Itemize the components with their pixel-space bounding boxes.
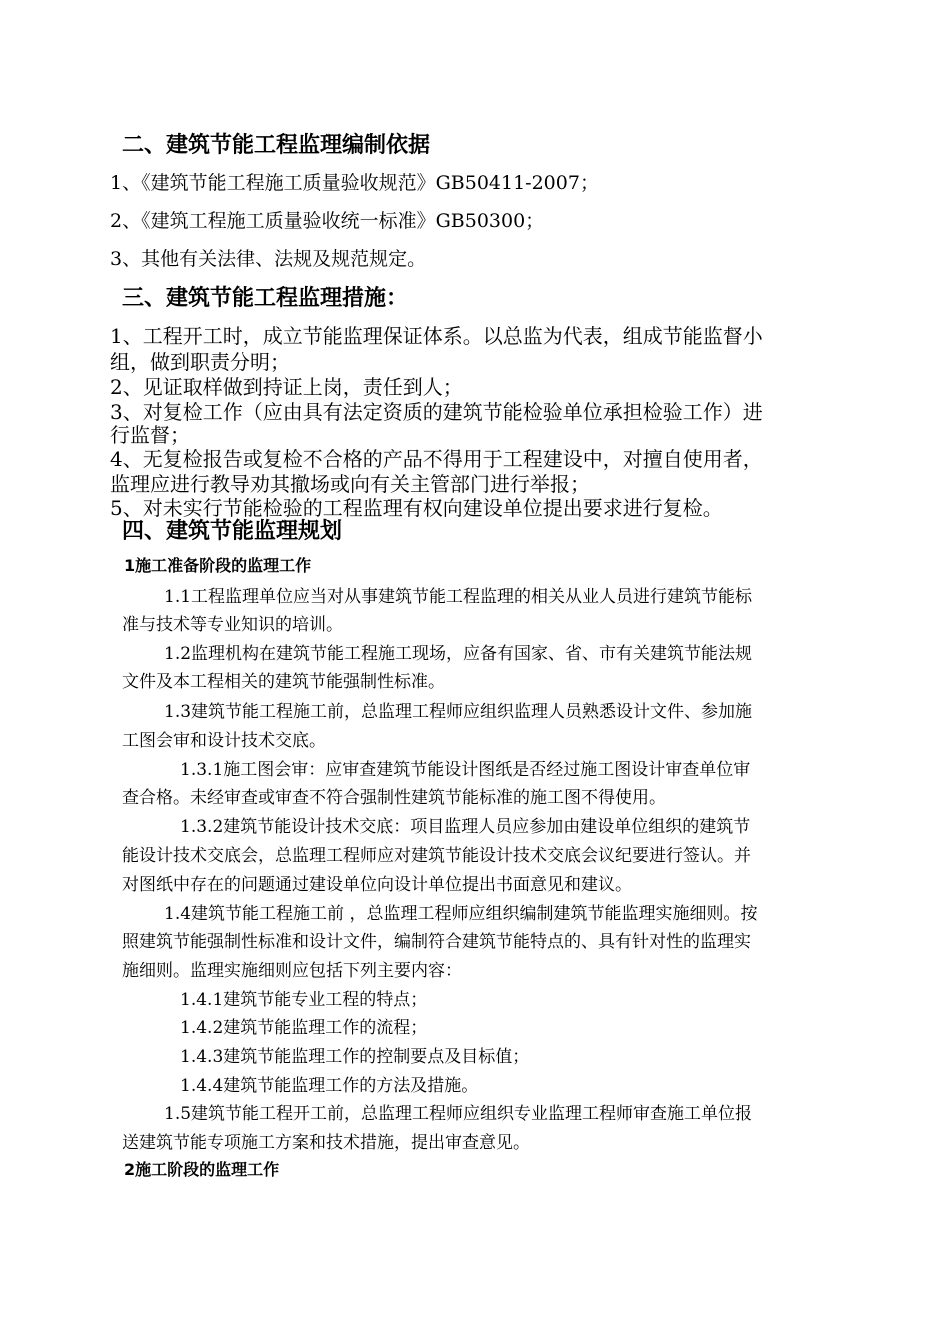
measure-line: 3、对复检工作（应由具有法定资质的建筑节能检验单位承担检验工作）进 (110, 400, 763, 424)
list-item: 1.4.3建筑节能监理工作的控制要点及目标值； (180, 1047, 530, 1067)
measure-line: 行监督； (110, 423, 190, 447)
measure-line: 2、见证取样做到持证上岗，责任到人； (110, 375, 463, 399)
subsection-2-heading: 2施工阶段的监理工作 (124, 1160, 280, 1179)
paragraph-line: 对图纸中存在的问题通过建设单位向设计单位提出书面意见和建议。 (122, 875, 632, 895)
paragraph-line: 1.2监理机构在建筑节能工程施工现场，应备有国家、省、市有关建筑节能法规 (164, 644, 753, 664)
measure-line: 5、对未实行节能检验的工程监理有权向建设单位提出要求进行复检。 (110, 496, 723, 520)
paragraph-line: 1.3建筑节能工程施工前，总监理工程师应组织监理人员熟悉设计文件、参加施 (164, 702, 753, 722)
paragraph-line: 1.3.1施工图会审：应审查建筑节能设计图纸是否经过施工图设计审查单位审 (180, 760, 751, 780)
reference-item-3: 3、其他有关法律、法规及规范规定。 (110, 248, 427, 270)
measure-line: 1、工程开工时，成立节能监理保证体系。以总监为代表，组成节能监督小 (110, 324, 763, 348)
paragraph-line: 能设计技术交底会，总监理工程师应对建筑节能设计技术交底会议纪要进行签认。并 (122, 846, 751, 866)
subsection-1-heading: 1施工准备阶段的监理工作 (124, 556, 312, 575)
section-2-heading: 二、建筑节能工程监理编制依据 (122, 133, 431, 158)
paragraph-line: 送建筑节能专项施工方案和技术措施，提出审查意见。 (122, 1133, 530, 1153)
list-item: 1.4.4建筑节能监理工作的方法及措施。 (180, 1076, 479, 1096)
paragraph-line: 1.5建筑节能工程开工前，总监理工程师应组织专业监理工程师审查施工单位报 (164, 1104, 753, 1124)
measure-line: 4、无复检报告或复检不合格的产品不得用于工程建设中，对擅自使用者， (110, 447, 763, 471)
section-4-heading: 四、建筑节能监理规划 (122, 519, 343, 544)
paragraph-line: 1.4建筑节能工程施工前 ，总监理工程师应组织编制建筑节能监理实施细则。按 (164, 904, 758, 924)
reference-item-2: 2、《建筑工程施工质量验收统一标准》GB50300； (110, 210, 545, 232)
paragraph-line: 照建筑节能强制性标准和设计文件，编制符合建筑节能特点的、具有针对性的监理实 (122, 932, 751, 952)
list-item: 1.4.1建筑节能专业工程的特点； (180, 990, 428, 1010)
paragraph-line: 工图会审和设计技术交底。 (122, 731, 326, 751)
paragraph-line: 准与技术等专业知识的培训。 (122, 615, 343, 635)
paragraph-line: 1.1工程监理单位应当对从事建筑节能工程监理的相关从业人员进行建筑节能标 (164, 587, 753, 607)
paragraph-line: 1.3.2建筑节能设计技术交底：项目监理人员应参加由建设单位组织的建筑节 (180, 817, 751, 837)
reference-item-1: 1、《建筑节能工程施工质量验收规范》GB50411-2007； (110, 172, 599, 194)
paragraph-line: 查合格。未经审查或审查不符合强制性建筑节能标准的施工图不得使用。 (122, 788, 666, 808)
paragraph-line: 施细则。监理实施细则应包括下列主要内容： (122, 961, 462, 981)
paragraph-line: 文件及本工程相关的建筑节能强制性标准。 (122, 672, 445, 692)
measure-line: 组，做到职责分明； (110, 350, 290, 374)
list-item: 1.4.2建筑节能监理工作的流程； (180, 1018, 428, 1038)
section-3-heading: 三、建筑节能工程监理措施： (122, 286, 409, 311)
measure-line: 监理应进行教导劝其撤场或向有关主管部门进行举报； (110, 472, 590, 496)
